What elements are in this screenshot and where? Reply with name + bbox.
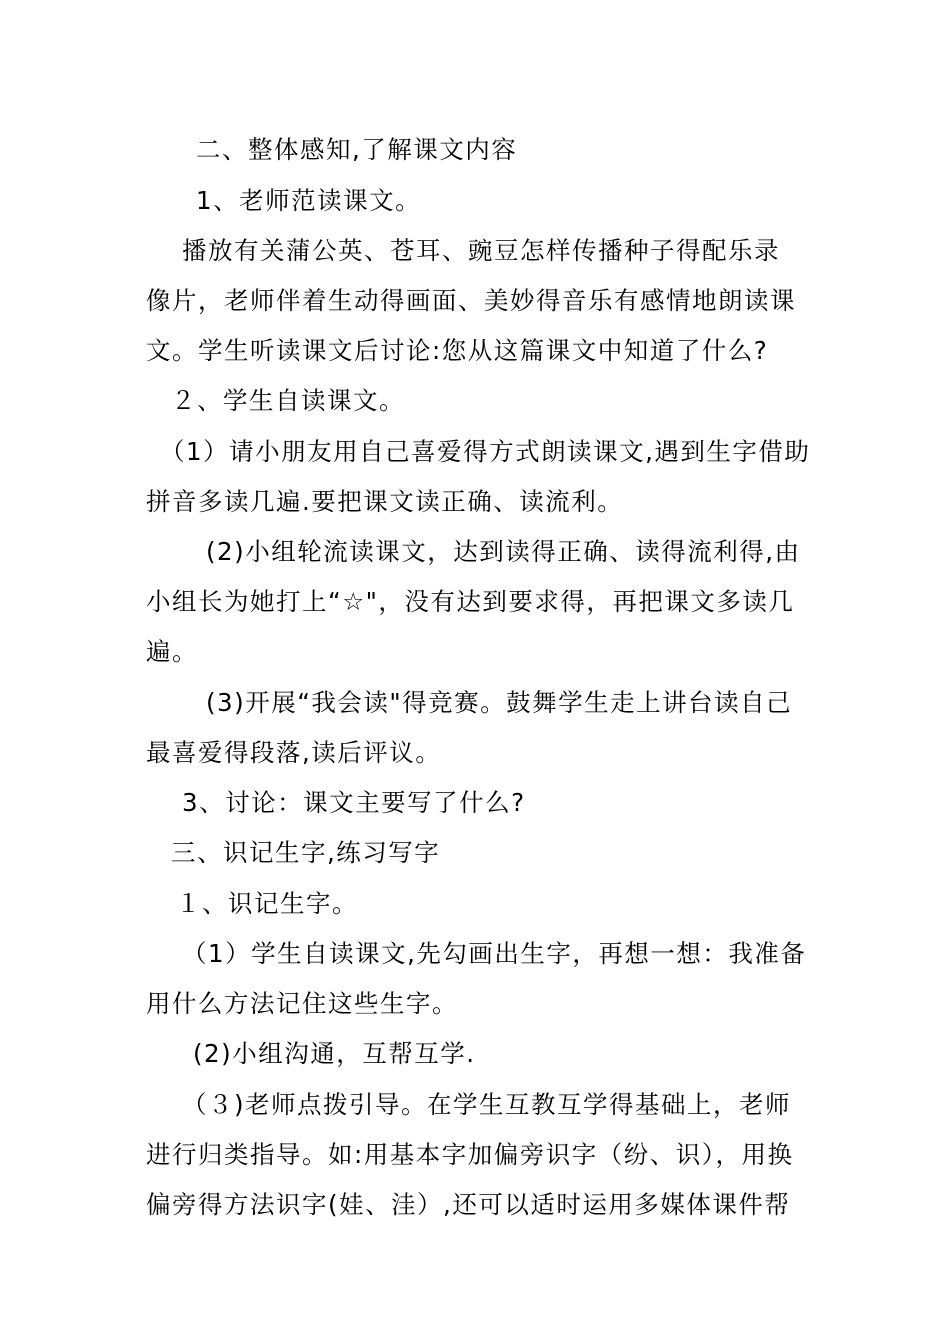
- paragraph-line: (2)小组沟通，互帮互学.: [193, 1039, 476, 1068]
- step-1-title: １、识记生字。: [176, 889, 358, 918]
- paragraph-line: 进行归类指导。如:用基本字加偏旁识字（纷、识），用换: [146, 1140, 794, 1169]
- heading-section-3: 三、识记生字,练习写字: [171, 838, 441, 867]
- paragraph-line: 拼音多读几遍.要把课文读正确、读流利。: [146, 487, 624, 516]
- step-1-title: 1、老师范读课文。: [196, 186, 422, 215]
- paragraph-line: (2)小组轮流读课文，达到读得正确、读得流利得,由: [206, 537, 801, 566]
- paragraph-line: （1）请小朋友用自己喜爱得方式朗读课文,遇到生字借助: [160, 437, 811, 466]
- paragraph-line: 像片，老师伴着生动得画面、美妙得音乐有感情地朗读课: [146, 286, 796, 315]
- paragraph-line: 最喜爱得段落,读后评议。: [146, 738, 442, 767]
- paragraph-line: 文。学生听读课文后讨论:您从这篇课文中知道了什么?: [146, 336, 769, 365]
- step-2-title: ２、学生自读课文。: [171, 386, 405, 415]
- heading-section-2: 二、整体感知,了解课文内容: [196, 135, 518, 164]
- paragraph-line: 偏旁得方法识字(娃、洼）,还可以适时运用多媒体课件帮: [146, 1190, 791, 1219]
- paragraph-line: （３)老师点拨引导。在学生互教互学得基础上，老师: [182, 1090, 792, 1119]
- paragraph-line: 小组长为她打上“☆"，没有达到要求得，再把课文多读几: [146, 587, 795, 616]
- paragraph-line: (3)开展“我会读"得竞赛。鼓舞学生走上讲台读自己: [206, 688, 793, 717]
- step-3-title: 3、讨论：课文主要写了什么?: [182, 788, 526, 817]
- paragraph-line: 用什么方法记住这些生字。: [146, 989, 458, 1018]
- paragraph-line: 播放有关蒲公英、苍耳、豌豆怎样传播种子得配乐录: [182, 236, 780, 265]
- paragraph-line: （1）学生自读课文,先勾画出生字，再想一想：我准备: [182, 939, 807, 968]
- paragraph-line: 遍。: [146, 637, 198, 666]
